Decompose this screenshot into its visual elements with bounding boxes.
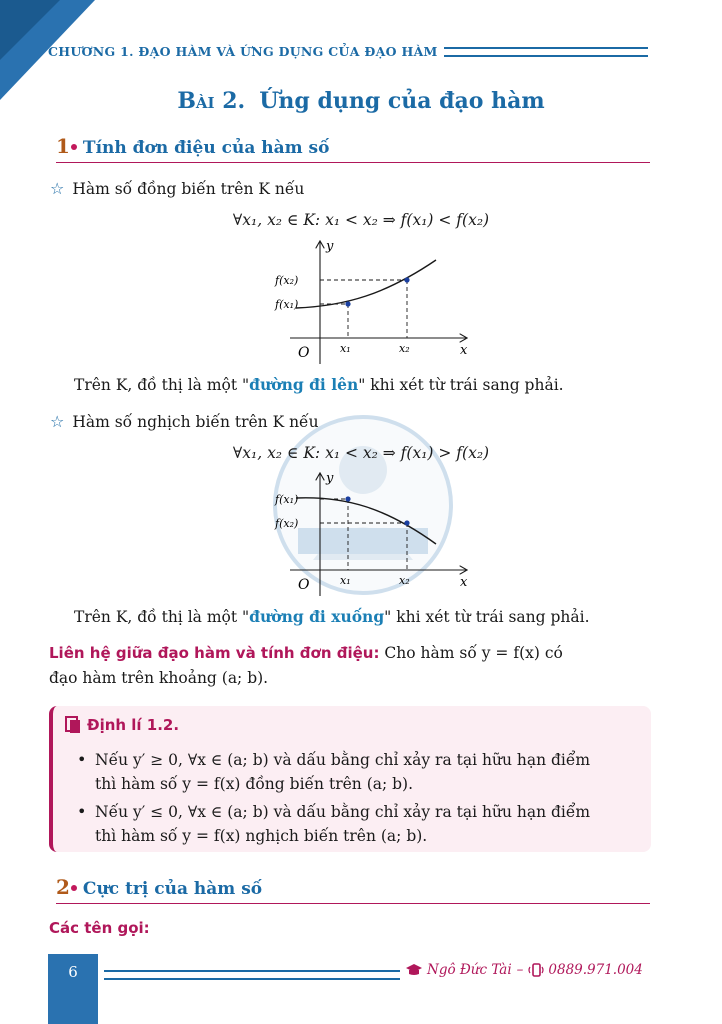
- theorem-box: [49, 706, 651, 852]
- point-2: [404, 277, 409, 282]
- increasing-note-suffix: " khi xét từ trái sang phải.: [358, 376, 564, 394]
- decreasing-formula: ∀x₁, x₂ ∈ K: x₁ < x₂ ⇒ f(x₁) > f(x₂): [232, 444, 490, 462]
- document-icon: [65, 716, 81, 734]
- section-2-number: 2: [56, 875, 70, 899]
- section-1-title: Tính đơn điệu của hàm số: [82, 138, 330, 158]
- decreasing-note-prefix: Trên K, đồ thị là một ": [74, 608, 250, 626]
- decreasing-highlight: đường đi xuống: [249, 607, 385, 626]
- x2-label: x₂: [399, 574, 410, 587]
- lesson-title: [0, 88, 722, 114]
- increasing-note: [74, 375, 564, 394]
- origin-label: O: [298, 345, 310, 361]
- section-1-number: 1: [56, 134, 70, 158]
- y-label: y: [326, 239, 334, 254]
- section-2-heading: [56, 875, 650, 904]
- relation-paragraph: [49, 641, 649, 691]
- theorem-item-1-line-2: thì hàm số y = f(x) đồng biến trên (a; b).: [95, 775, 414, 793]
- theorem-heading: [65, 716, 179, 734]
- names-heading: Các tên gọi:: [49, 919, 150, 937]
- star-icon: ☆: [50, 412, 65, 431]
- chapter-title: CHƯƠNG 1. ĐẠO HÀM VÀ ỨNG DỤNG CỦA ĐẠO HÀM: [48, 44, 438, 59]
- x1-label: x₁: [340, 574, 351, 587]
- header-rule: [444, 47, 648, 57]
- x2-label: x₂: [399, 342, 410, 355]
- page-number: 6: [68, 963, 78, 981]
- theorem-title: Định lí 1.2.: [87, 716, 180, 734]
- relation-text-1: Cho hàm số y = f(x) có: [384, 644, 563, 662]
- increasing-note-prefix: Trên K, đồ thị là một ": [74, 376, 250, 394]
- decreasing-note: [74, 607, 590, 626]
- increasing-statement-text: Hàm số đồng biến trên K nếu: [72, 179, 305, 198]
- point-2: [404, 520, 409, 525]
- theorem-item-2: [77, 800, 645, 848]
- x1-label: x₁: [340, 342, 351, 355]
- relation-text-2: đạo hàm trên khoảng (a; b).: [49, 669, 269, 687]
- section-1-heading: [56, 134, 650, 163]
- fx1-label: f(x₁): [275, 493, 299, 506]
- relation-title: Liên hệ giữa đạo hàm và tính đơn điệu:: [49, 644, 380, 662]
- fx2-label: f(x₂): [275, 517, 299, 530]
- footer-rule: [104, 970, 400, 980]
- decreasing-statement-text: Hàm số nghịch biến trên K nếu: [72, 412, 319, 431]
- x-label: x: [460, 343, 468, 358]
- lesson-number: Bài 2.: [177, 88, 246, 114]
- fx1-label: f(x₁): [275, 298, 299, 311]
- lesson-name: Ứng dụng của đạo hàm: [259, 88, 545, 114]
- y-label: y: [326, 471, 334, 486]
- x-label: x: [460, 575, 468, 590]
- point-1: [345, 496, 350, 501]
- increasing-graph: [266, 236, 476, 364]
- decreasing-statement: [50, 412, 319, 431]
- graduation-cap-icon: [405, 963, 423, 977]
- footer-separator: –: [516, 962, 524, 978]
- section-2-title: Cực trị của hàm số: [82, 879, 263, 899]
- theorem-item-2-line-2: thì hàm số y = f(x) nghịch biến trên (a; b).: [95, 827, 428, 845]
- decreasing-graph: [266, 468, 476, 596]
- increasing-highlight: đường đi lên: [249, 375, 359, 394]
- phone-icon: [528, 962, 544, 978]
- origin-label: O: [298, 577, 310, 593]
- theorem-item-1-line-1: Nếu y′ ≥ 0, ∀x ∈ (a; b) và dấu bằng chỉ xảy ra tại hữu hạn điểm: [95, 751, 591, 769]
- theorem-item-1: [77, 748, 645, 796]
- point-1: [345, 301, 350, 306]
- increasing-statement: [50, 179, 304, 198]
- decreasing-note-suffix: " khi xét từ trái sang phải.: [384, 608, 590, 626]
- theorem-item-2-line-1: Nếu y′ ≤ 0, ∀x ∈ (a; b) và dấu bằng chỉ xảy ra tại hữu hạn điểm: [95, 803, 591, 821]
- phone-number: 0889.971.004: [548, 962, 643, 978]
- section-dot-icon: [71, 144, 77, 150]
- fx2-label: f(x₂): [275, 274, 299, 287]
- increasing-curve: [296, 260, 436, 308]
- footer-author: [405, 962, 643, 978]
- chapter-header: [48, 44, 648, 59]
- star-icon: ☆: [50, 179, 65, 198]
- decreasing-curve: [296, 498, 436, 544]
- section-dot-icon: [71, 885, 77, 891]
- bullet-icon: •: [77, 750, 87, 769]
- author-name: Ngô Đức Tài: [427, 962, 512, 978]
- bullet-icon: •: [77, 802, 87, 821]
- increasing-formula: ∀x₁, x₂ ∈ K: x₁ < x₂ ⇒ f(x₁) < f(x₂): [232, 211, 490, 229]
